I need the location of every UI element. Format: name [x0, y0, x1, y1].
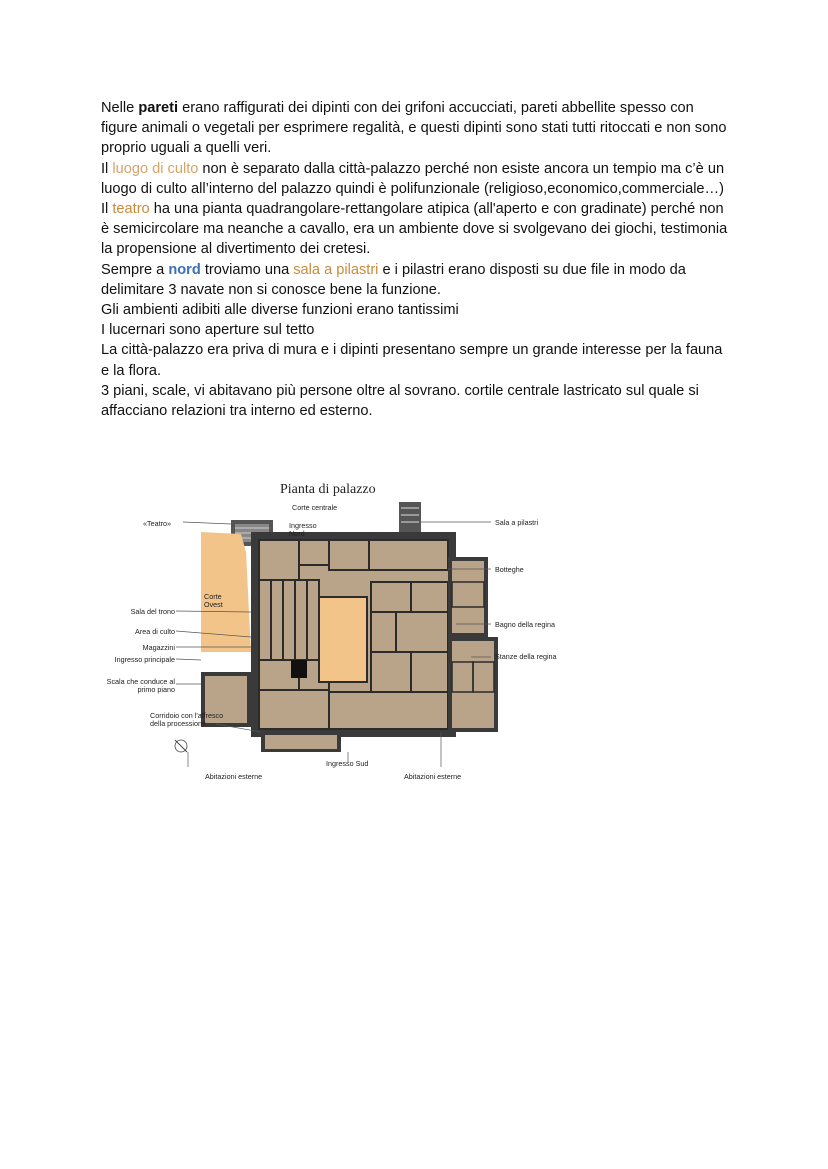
- label-abitazioni-sx: Abitazioni esterne: [205, 772, 263, 781]
- label-ingresso-sud: Ingresso Sud: [326, 759, 369, 768]
- paragraph-mura: La città-palazzo era priva di mura e i dipinti presentano sempre un grande interesse per la fauna e la flora.: [101, 342, 723, 379]
- label-botteghe: Botteghe: [495, 565, 524, 574]
- label-sala-pilastri: Sala a pilastri: [495, 518, 539, 527]
- document-text: [101, 98, 731, 421]
- label-teatro: «Teatro»: [143, 519, 171, 528]
- paragraph-teatro: Il teatro ha una pianta quadrangolare-rettangolare atipica (all'aperto e con gradinate) perché non è semicircolare ma neanche a cavallo, era un ambiente dove si svolgevano dei giochi, testimonia la propensione al divertimento dei cretesi.: [101, 201, 728, 258]
- paragraph-lucernari: I lucernari sono aperture sul tetto: [101, 322, 315, 339]
- paragraph-nord: Sempre a nord troviamo una sala a pilastri e i pilastri erano disposti su due file in modo da delimitare 3 navate non si conosce bene la funzione.: [101, 261, 686, 298]
- palace-body: [251, 532, 456, 737]
- east-wing: [448, 557, 498, 732]
- label-bagno-regina: Bagno della regina: [495, 620, 555, 629]
- label-corte-ovest: Corte Ovest: [204, 592, 223, 609]
- paragraph-pareti: Nelle pareti erano raffigurati dei dipinti con dei grifoni accucciati, pareti abbellite spesso con figure animali o vegetali per esprimere regalità, e questi dipinti sono stati tutti ritoccati e non sono proprio uguali a quelli veri.: [101, 100, 727, 157]
- paragraph-piani: 3 piani, scale, vi abitavano più persone oltre al sovrano. cortile centrale lastricato sul quale si affacciano relazioni tra interno ed esterno.: [101, 382, 699, 420]
- label-corridoio: Corridoio con l'affresco della processione: [150, 711, 224, 728]
- north-arrow-icon: [175, 740, 187, 752]
- paragraph-ambienti: Gli ambienti adibiti alle diverse funzioni erano tantissimi: [101, 302, 459, 319]
- label-abitazioni-dx: Abitazioni esterne: [404, 772, 462, 781]
- corte-centrale-area: [319, 597, 367, 682]
- label-scala: Scala che conduce al primo piano: [106, 677, 175, 694]
- label-ingresso-nord: Ingresso Nord: [289, 521, 317, 538]
- label-sala-trono: Sala del trono: [130, 607, 175, 616]
- sala-pilastri-structure: [399, 502, 421, 532]
- figure-title: Pianta di palazzo: [280, 482, 376, 497]
- label-magazzini: Magazzini: [142, 643, 175, 652]
- label-stanze-regina: Stanze della regina: [495, 652, 557, 661]
- label-corte-centrale: Corte centrale: [292, 503, 338, 512]
- label-ingresso-principale: Ingresso principale: [114, 655, 175, 664]
- paragraph-luogo-di-culto: Il luogo di culto non è separato dalla città-palazzo perché non esiste ancora un tempio ma c’è un luogo di culto all’interno del palazzo quindi è polifunzionale (religioso,economico,commerciale…): [101, 160, 725, 197]
- label-area-culto: Area di culto: [135, 627, 175, 636]
